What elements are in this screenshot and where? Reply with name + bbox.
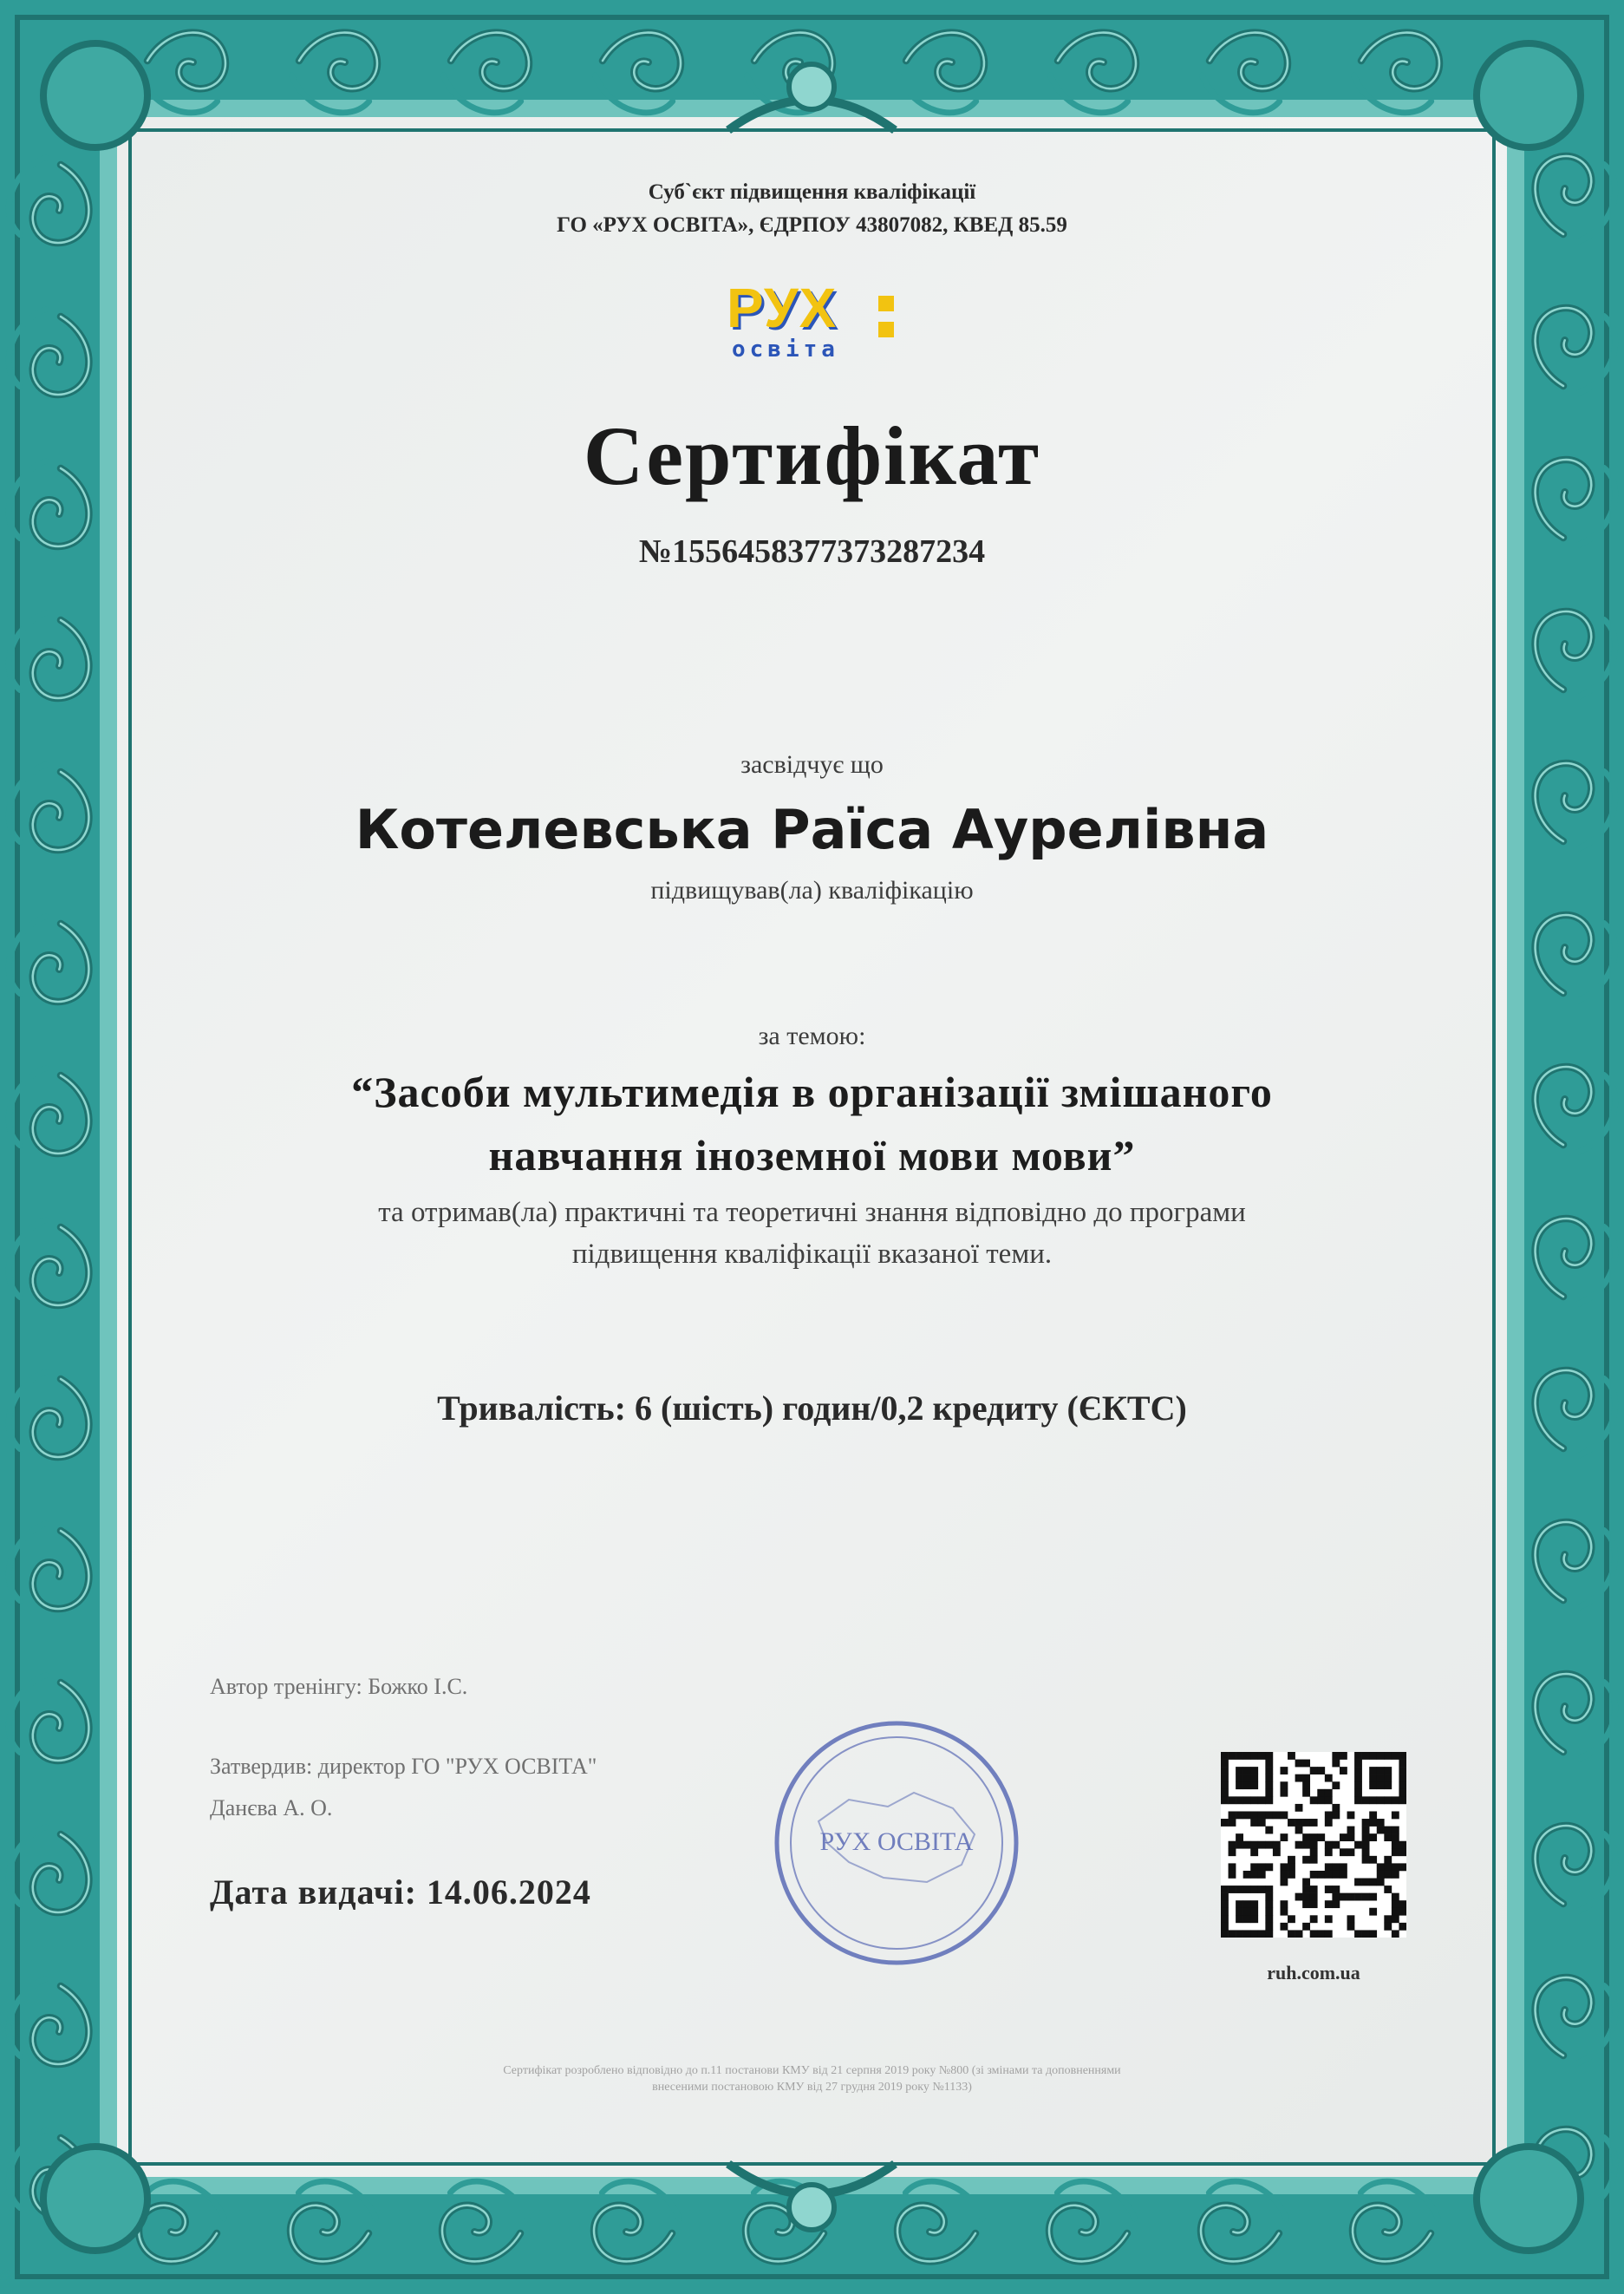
stamp-icon (766, 1713, 1027, 1973)
topic-line-2: навчання іноземної мови мови” (488, 1131, 1136, 1180)
issue-date: Дата видачі: 14.06.2024 (210, 1872, 591, 1912)
footer-line-1: Сертифікат розроблено відповідно до п.11 постанови КМУ від 21 серпня 2019 року №800 (зі змінами та доповненнями (503, 2064, 1121, 2077)
certificate-number: №1556458377373287234 (638, 533, 986, 570)
description-line-2: підвищення кваліфікації вказаної теми. (571, 1238, 1053, 1270)
certificate-title: Сертифікат (583, 409, 1041, 502)
qr-code-icon (1221, 1752, 1406, 1938)
approved-by: Затвердив: директор ГО "РУХ ОСВІТА" (210, 1754, 597, 1779)
logo-main-text: РУХ (727, 277, 838, 339)
footer-note (260, 2062, 1364, 2095)
website: ruh.com.ua (1267, 1962, 1360, 1984)
qualification-label: підвищував(ла) кваліфікацію (650, 876, 974, 905)
recipient-name: Котелевська Раїса Аурелівна (355, 798, 1269, 861)
logo-sub-text: освіта (732, 337, 839, 363)
duration: Тривалість: 6 (шість) годин/0,2 кредиту (ЄКТС) (437, 1389, 1187, 1428)
logo-colon-icon (874, 291, 900, 343)
certifies-label: засвідчує що (740, 750, 884, 779)
description-line-1: та отримав(ла) практичні та теоретичні знання відповідно до програми (378, 1197, 1246, 1228)
topic-line-1: “Засоби мультимедія в організації змішаного (351, 1068, 1273, 1116)
issuer-line-2: ГО «РУХ ОСВІТА», ЄДРПОУ 43807082, КВЕД 85.59 (557, 213, 1067, 237)
footer-line-2: внесеними постановою КМУ від 27 грудня 2019 року №1133) (652, 2081, 972, 2094)
training-author: Автор тренінгу: Божко І.С. (210, 1674, 468, 1699)
issuer-line-1: Суб`єкт підвищення кваліфікації (648, 180, 976, 204)
ruh-osvita-logo (727, 276, 917, 371)
stamp-text: РУХ ОСВІТА (819, 1827, 974, 1856)
approver-name: Данєва А. О. (210, 1795, 333, 1820)
topic-label: за темою: (758, 1022, 866, 1050)
